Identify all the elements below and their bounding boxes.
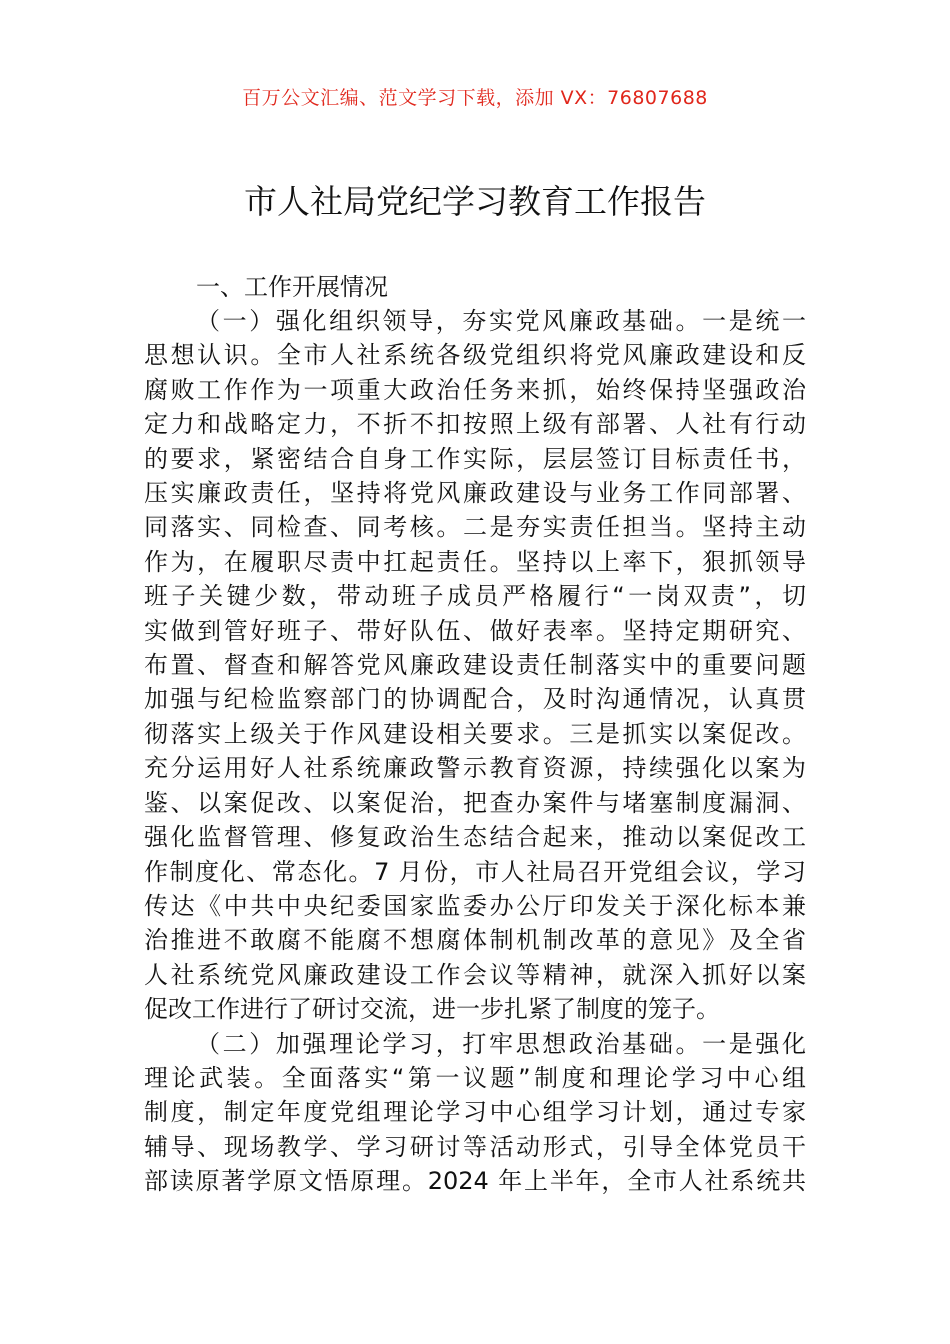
- section-heading: 一、工作开展情况: [196, 273, 388, 301]
- paragraph-line: 治推进不敢腐不能腐不想腐体制机制改革的意见》及全省: [144, 926, 806, 955]
- document-body: [144, 270, 806, 1199]
- paragraph-1: [144, 304, 806, 1027]
- paragraph-line: 作为，在履职尽责中扛起责任。坚持以上率下，狠抓领导: [144, 547, 806, 576]
- paragraph-line: 班子关键少数，带动班子成员严格履行“一岗双责”，切: [144, 582, 806, 611]
- paragraph-line: 鉴、以案促改、以案促治，把查办案件与堵塞制度漏洞、: [144, 788, 806, 817]
- paragraph-line: （二）加强理论学习，打牢思想政治基础。一是强化: [196, 1029, 806, 1058]
- paragraph-line: 实做到管好班子、带好队伍、做好表率。坚持定期研究、: [144, 616, 806, 645]
- paragraph-line: 促改工作进行了研讨交流，进一步扎紧了制度的笼子。: [144, 995, 720, 1024]
- paragraph-line: 充分运用好人社系统廉政警示教育资源，持续强化以案为: [144, 754, 806, 783]
- paragraph-line: 人社系统党风廉政建设工作会议等精神，就深入抓好以案: [144, 960, 806, 989]
- paragraph-line: 的要求，紧密结合自身工作实际，层层签订目标责任书，: [144, 444, 806, 473]
- paragraph-line: 彻落实上级关于作风建设相关要求。三是抓实以案促改。: [144, 719, 806, 748]
- paragraph-line: 加强与纪检监察部门的协调配合，及时沟通情况，认真贯: [144, 685, 806, 714]
- paragraph-line: 压实廉政责任，坚持将党风廉政建设与业务工作同部署、: [144, 479, 806, 508]
- paragraph-line: 同落实、同检查、同考核。二是夯实责任担当。坚持主动: [144, 513, 806, 542]
- paragraph-2: [144, 1027, 806, 1199]
- paragraph-line: 部读原著学原文悟原理。2024 年上半年，全市人社系统共: [144, 1167, 806, 1196]
- paragraph-line: 布置、督查和解答党风廉政建设责任制落实中的重要问题: [144, 651, 806, 680]
- paragraph-line: 作制度化、常态化。7 月份，市人社局召开党组会议，学习: [144, 857, 806, 886]
- paragraph-line: 制度，制定年度党组理论学习中心组学习计划，通过专家: [144, 1098, 806, 1127]
- paragraph-line: 腐败工作作为一项重大政治任务来抓，始终保持坚强政治: [144, 375, 806, 404]
- paragraph-line: 理论武装。全面落实“第一议题”制度和理论学习中心组: [144, 1063, 806, 1092]
- paragraph-line: （一）强化组织领导，夯实党风廉政基础。一是统一: [196, 307, 806, 335]
- document-title: 市人社局党纪学习教育工作报告: [244, 182, 706, 221]
- paragraph-line: 辅导、现场教学、学习研讨等活动形式，引导全体党员干: [144, 1132, 806, 1161]
- paragraph-line: 思想认识。全市人社系统各级党组织将党风廉政建设和反: [144, 341, 806, 370]
- header-note: 百万公文汇编、范文学习下载，添加 VX：76807688: [242, 87, 708, 109]
- paragraph-line: 强化监督管理、修复政治生态结合起来，推动以案促改工: [144, 823, 806, 852]
- paragraph-line: 传达《中共中央纪委国家监委办公厅印发关于深化标本兼: [144, 891, 806, 920]
- paragraph-line: 定力和战略定力，不折不扣按照上级有部署、人社有行动: [144, 410, 806, 439]
